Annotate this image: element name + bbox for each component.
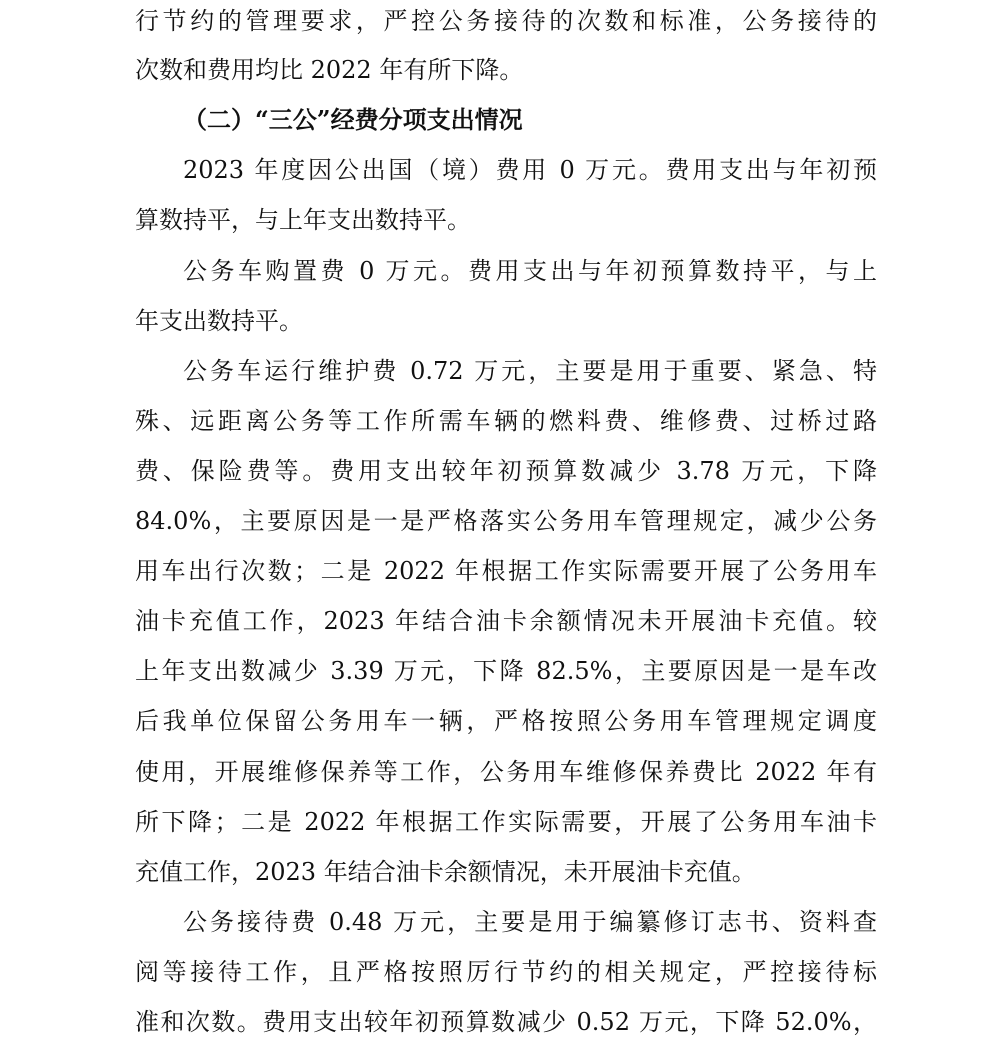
text-line: 阅等接待工作，且严格按照厉行节约的相关规定，严控接待标 [135, 958, 877, 986]
text-line: 所下降；二是 2022 年根据工作实际需要，开展了公务用车油卡 [135, 808, 877, 836]
text-line: 84.0%，主要原因是一是严格落实公务用车管理规定，减少公务 [135, 507, 877, 535]
text-line: 油卡充值工作，2023 年结合油卡余额情况未开展油卡充值。较 [135, 607, 877, 635]
text-line: 上年支出数减少 3.39 万元，下降 82.5%，主要原因是一是车改 [135, 657, 877, 685]
text-line: 使用，开展维修保养等工作，公务用车维修保养费比 2022 年有 [135, 758, 877, 786]
text-line: 充值工作，2023 年结合油卡余额情况，未开展油卡充值。 [135, 858, 756, 886]
text-line: 费、保险费等。费用支出较年初预算数减少 3.78 万元，下降 [135, 457, 877, 485]
text-line: 2023 年度因公出国（境）费用 0 万元。费用支出与年初预 [183, 156, 877, 184]
text-line: 次数和费用均比 2022 年有所下降。 [135, 56, 524, 84]
text-line: 公务接待费 0.48 万元，主要是用于编纂修订志书、资料查 [183, 908, 877, 936]
text-line: 年支出数持平。 [135, 307, 303, 335]
text-line: 行节约的管理要求，严控公务接待的次数和标准，公务接待的 [135, 7, 877, 35]
text-line: 殊、远距离公务等工作所需车辆的燃料费、维修费、过桥过路 [135, 407, 877, 435]
text-line: 后我单位保留公务用车一辆，严格按照公务用车管理规定调度 [135, 707, 877, 735]
text-line: 算数持平，与上年支出数持平。 [135, 206, 471, 234]
text-line: 公务车购置费 0 万元。费用支出与年初预算数持平，与上 [183, 257, 877, 285]
text-line: 用车出行次数；二是 2022 年根据工作实际需要开展了公务用车 [135, 557, 877, 585]
text-line: 公务车运行维护费 0.72 万元，主要是用于重要、紧急、特 [183, 357, 877, 385]
text-line: 准和次数。费用支出较年初预算数减少 0.52 万元，下降 52.0%， [135, 1008, 877, 1036]
section-heading: （二）“三公”经费分项支出情况 [183, 105, 523, 134]
